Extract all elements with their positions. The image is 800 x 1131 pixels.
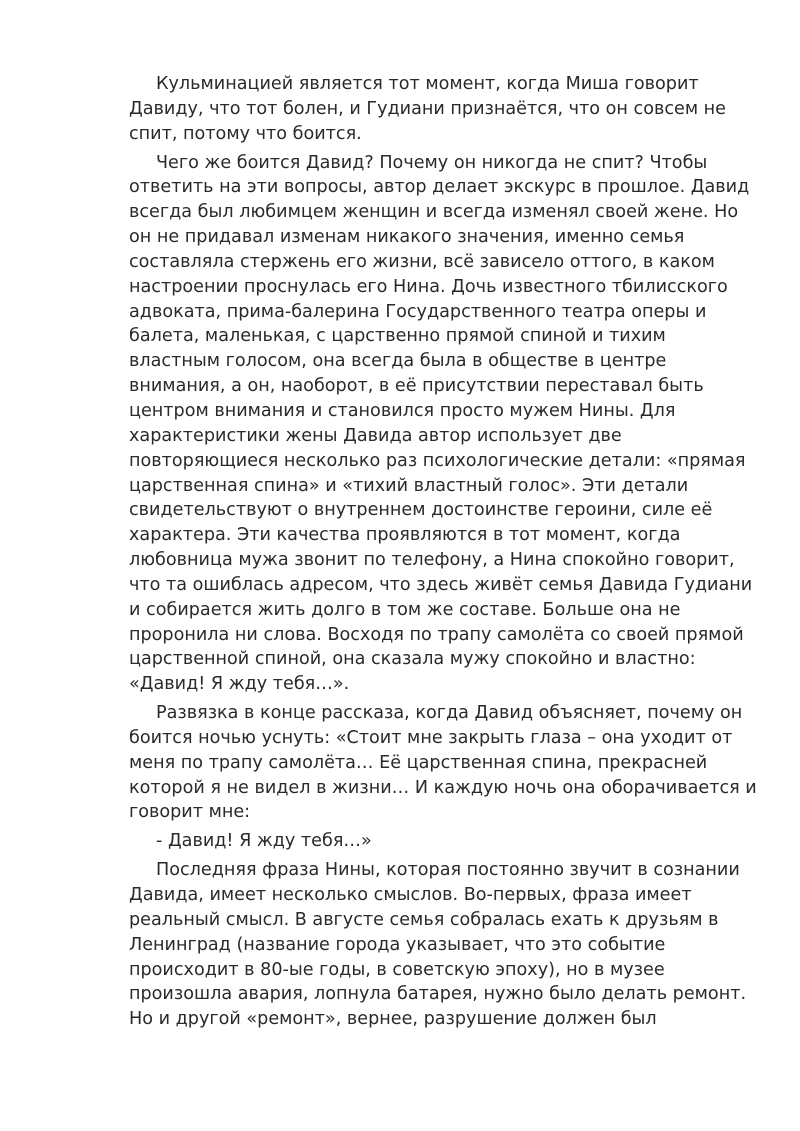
text-line: «Давид! Я жду тебя…». xyxy=(129,674,350,695)
text-line: настроении проснулась его Нина. Дочь известного тбилисского xyxy=(129,276,728,297)
text-line: адвоката, прима-балерина Государственного театра оперы и xyxy=(129,301,707,322)
text-line: балета, маленькая, с царственно прямой спиной и тихим xyxy=(129,326,666,347)
text-line: царственная спина» и «тихий властный голос». Эти детали xyxy=(129,475,689,496)
text-line: характера. Эти качества проявляются в тот момент, когда xyxy=(129,525,681,546)
body-text xyxy=(129,72,757,1036)
text-line: что та ошиблась адресом, что здесь живёт семья Давида Гудиани xyxy=(129,574,753,595)
text-line: он не придавал изменам никакого значения, именно семья xyxy=(129,227,685,248)
paragraph xyxy=(129,829,735,854)
text-line: Ленинград (название города указывает, что это событие xyxy=(129,934,666,955)
paragraph xyxy=(129,701,757,825)
text-line: говорит мне: xyxy=(129,802,251,823)
text-line: боится ночью уснуть: «Стоит мне закрыть глаза – она уходит от xyxy=(129,727,733,748)
text-line: меня по трапу самолёта… Её царственная спина, прекрасней xyxy=(129,752,708,773)
text-line: Кульминацией является тот момент, когда Миша говорит xyxy=(156,74,699,94)
text-line: произошла авария, лопнула батарея, нужно было делать ремонт. xyxy=(129,984,747,1005)
text-line: Чего же боится Давид? Почему он никогда не спит? Чтобы xyxy=(156,152,708,173)
text-line: властным голосом, она всегда была в обществе в центре xyxy=(129,351,667,372)
text-line: Последняя фраза Нины, которая постоянно звучит в сознании xyxy=(156,860,740,881)
text-line: - Давид! Я жду тебя…» xyxy=(156,831,372,852)
paragraph xyxy=(129,151,753,698)
text-line: свидетельствуют о внутреннем достоинстве героини, силе её xyxy=(129,500,713,521)
text-line: и собирается жить долго в том же составе. Больше она не xyxy=(129,599,681,620)
text-line: внимания, а он, наоборот, в её присутствии переставал быть xyxy=(129,376,704,397)
text-line: которой я не видел в жизни… И каждую ночь она оборачивается и xyxy=(129,777,757,798)
text-line: проронила ни слова. Восходя по трапу самолёта со своей прямой xyxy=(129,624,744,645)
paragraph xyxy=(129,72,735,147)
text-line: Давиду, что тот болен, и Гудиани признаётся, что он совсем не xyxy=(129,98,727,119)
text-line: Давида, имеет несколько смыслов. Во-первых, фраза имеет xyxy=(129,885,692,905)
text-line: происходит в 80-ые годы, в советскую эпоху), но в музее xyxy=(129,959,665,980)
text-line: любовница мужа звонит по телефону, а Нина спокойно говорит, xyxy=(129,550,735,571)
text-line: составляла стержень его жизни, всё зависело оттого, в каком xyxy=(129,251,715,272)
text-line: ответить на эти вопросы, автор делает экскурс в прошлое. Давид xyxy=(129,177,750,198)
text-line: всегда был любимцем женщин и всегда изменял своей жене. Но xyxy=(129,202,739,223)
text-line: Развязка в конце рассказа, когда Давид объясняет, почему он xyxy=(156,703,743,724)
text-line: спит, потому что боится. xyxy=(129,123,362,144)
text-line: центром внимания и становился просто мужем Нины. Для xyxy=(129,400,676,421)
text-line: Но и другой «ремонт», вернее, разрушение должен был xyxy=(129,1009,657,1030)
text-line: царственной спиной, она сказала мужу спокойно и властно: xyxy=(129,649,696,670)
paragraph xyxy=(129,858,747,1032)
text-line: повторяющиеся несколько раз психологические детали: «прямая xyxy=(129,450,746,471)
text-line: характеристики жены Давида автор использует две xyxy=(129,425,622,446)
text-line: реальный смысл. В августе семья собралась ехать к друзьям в xyxy=(129,909,719,930)
